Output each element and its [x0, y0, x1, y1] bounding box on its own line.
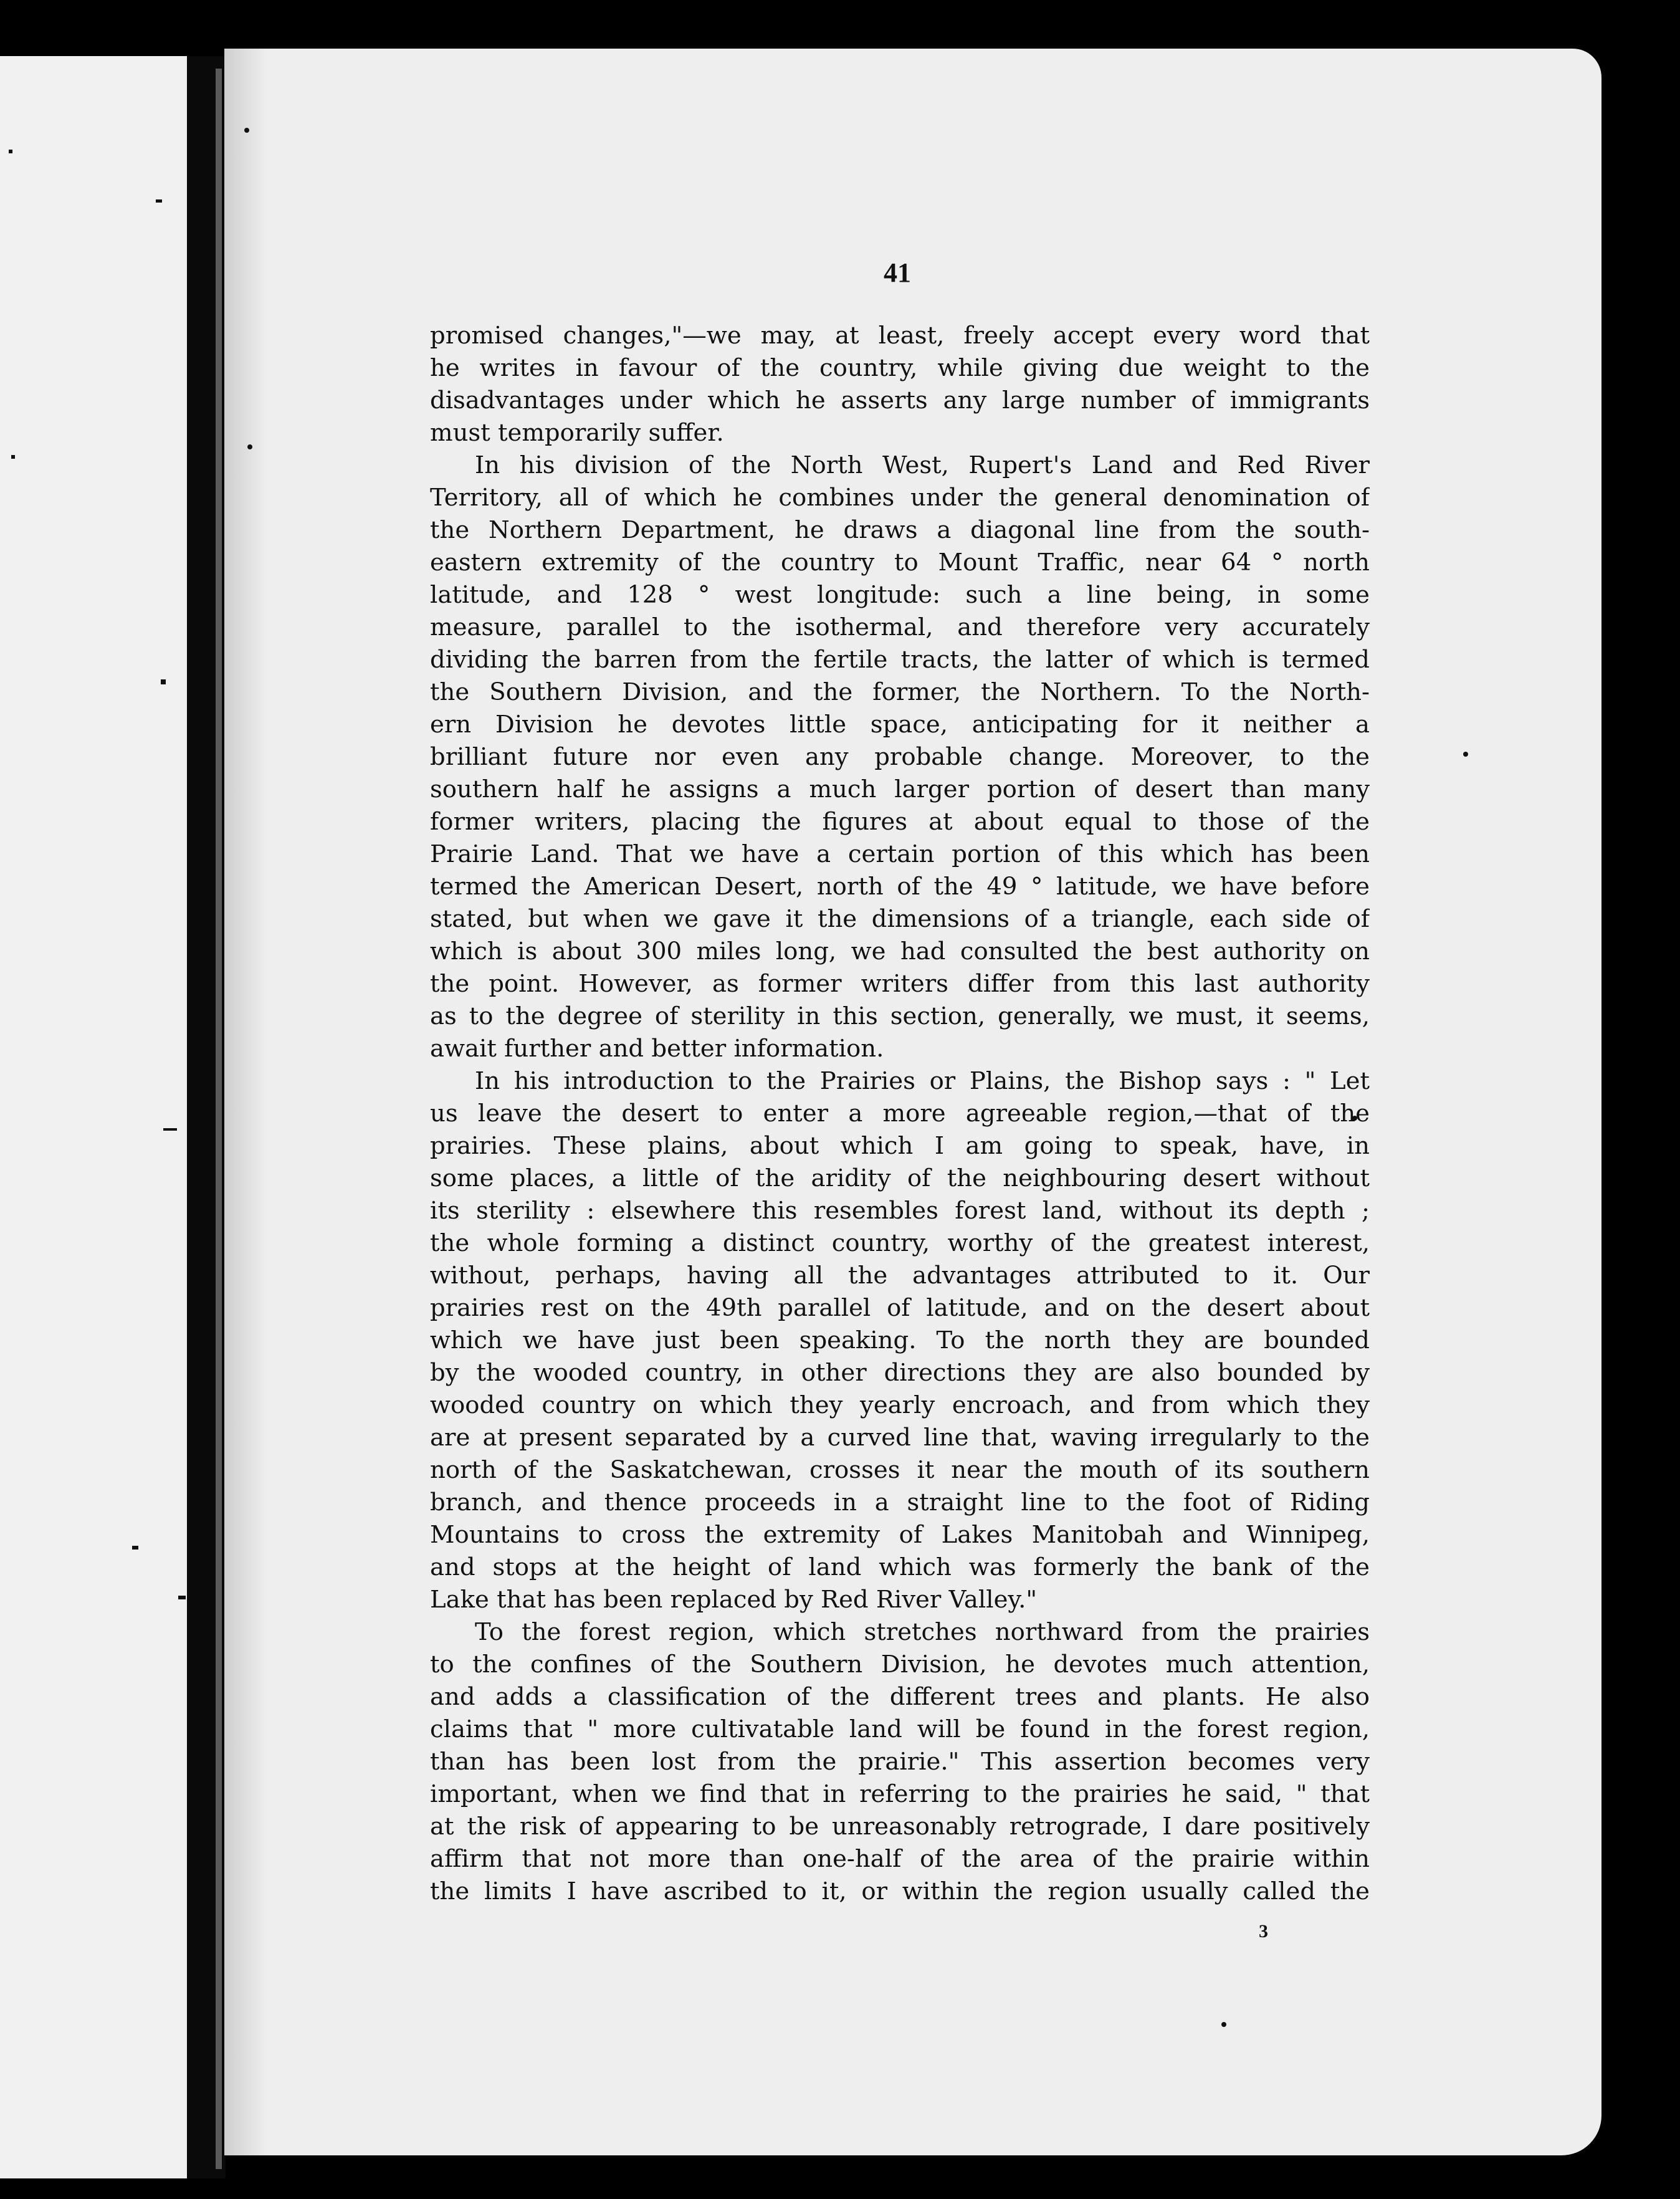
text-line: measure, parallel to the isothermal, and therefore very accurately [430, 613, 1370, 641]
text-line: the Southern Division, and the former, the Northern. To the North- [430, 678, 1370, 706]
text-line: which is about 300 miles long, we had consulted the best authority on [430, 937, 1370, 965]
text-line: Lake that has been replaced by Red River Valley." [430, 1586, 1038, 1614]
text-line: disadvantages under which he asserts any large number of immigrants [430, 386, 1370, 414]
text-line: To the forest region, which stretches northward from the prairies [475, 1618, 1370, 1646]
text-line: branch, and thence proceeds in a straight line to the foot of Riding [430, 1488, 1370, 1516]
text-line: affirm that not more than one-half of the area of the prairie within [430, 1845, 1370, 1873]
text-line: termed the American Desert, north of the 49 ° latitude, we have before [430, 873, 1370, 901]
text-line: ern Division he devotes little space, anticipating for it neither a [430, 711, 1370, 739]
gutter-highlight [216, 69, 222, 2169]
text-line: dividing the barren from the fertile tracts, the latter of which is termed [430, 646, 1370, 674]
signature-mark: 3 [1259, 1921, 1268, 1942]
page-speck [1221, 2022, 1226, 2027]
text-line: north of the Saskatchewan, crosses it near the mouth of its southern [430, 1456, 1370, 1484]
page-speck [1463, 752, 1468, 757]
text-line: its sterility : elsewhere this resembles forest land, without its depth ; [430, 1197, 1370, 1225]
text-line: promised changes,"—we may, at least, freely accept every word that [430, 322, 1370, 350]
page-number: 41 [884, 257, 911, 288]
page-speck [244, 128, 249, 133]
text-line: the Northern Department, he draws a diagonal line from the south- [430, 516, 1370, 544]
text-line: Prairie Land. That we have a certain portion of this which has been [430, 840, 1370, 868]
text-line: as to the degree of sterility in this section, generally, we must, it seems, [430, 1002, 1370, 1030]
text-line: Mountains to cross the extremity of Lakes Manitobah and Winnipeg, [430, 1521, 1370, 1549]
text-line: and stops at the height of land which was formerly the bank of the [430, 1553, 1370, 1581]
text-line: claims that " more cultivatable land will be found in the forest region, [430, 1715, 1370, 1743]
previous-page-edge [0, 56, 198, 2178]
text-line: prairies. These plains, about which I am going to speak, have, in [430, 1132, 1370, 1160]
text-line: eastern extremity of the country to Mount Traffic, near 64 ° north [430, 549, 1370, 577]
text-line: stated, but when we gave it the dimensions of a triangle, each side of [430, 905, 1370, 933]
text-line: us leave the desert to enter a more agreeable region,—that of the [430, 1100, 1370, 1128]
text-line: and adds a classification of the different trees and plants. He also [430, 1683, 1370, 1711]
page-gutter-shadow [224, 49, 268, 2155]
text-line: the point. However, as former writers differ from this last authority [430, 970, 1370, 998]
text-line: the whole forming a distinct country, worthy of the greatest interest, [430, 1229, 1370, 1257]
page-speck [247, 444, 252, 449]
text-line: the limits I have ascribed to it, or within the region usually called the [430, 1877, 1370, 1905]
text-line: to the confines of the Southern Division, he devotes much attention, [430, 1650, 1370, 1679]
text-line: wooded country on which they yearly encroach, and from which they [430, 1391, 1370, 1419]
text-line: In his division of the North West, Rupert's Land and Red River [475, 451, 1370, 479]
text-line: Territory, all of which he combines under the general denomination of [430, 484, 1370, 512]
text-line: must temporarily suffer. [430, 419, 724, 447]
text-line: await further and better information. [430, 1035, 884, 1063]
text-line: latitude, and 128 ° west longitude: such a line being, in some [430, 581, 1370, 609]
text-line: without, perhaps, having all the advantages attributed to it. Our [430, 1262, 1370, 1290]
text-line: are at present separated by a curved line that, waving irregularly to the [430, 1424, 1370, 1452]
text-line: brilliant future nor even any probable change. Moreover, to the [430, 743, 1370, 771]
body-text [430, 320, 1370, 1908]
text-line: important, when we find that in referring to the prairies he said, " that [430, 1780, 1370, 1808]
text-line: than has been lost from the prairie." This assertion becomes very [430, 1748, 1370, 1776]
text-line: at the risk of appearing to be unreasonably retrograde, I dare positively [430, 1813, 1370, 1841]
text-line: prairies rest on the 49th parallel of latitude, and on the desert about [430, 1294, 1370, 1322]
text-line: he writes in favour of the country, while giving due weight to the [430, 354, 1370, 382]
text-line: southern half he assigns a much larger portion of desert than many [430, 775, 1370, 803]
text-line: by the wooded country, in other directions they are also bounded by [430, 1359, 1370, 1387]
text-line: In his introduction to the Prairies or Plains, the Bishop says : " Let [475, 1067, 1370, 1095]
text-line: former writers, placing the figures at about equal to those of the [430, 808, 1370, 836]
text-line: which we have just been speaking. To the north they are bounded [430, 1326, 1370, 1354]
text-line: some places, a little of the aridity of the neighbouring desert without [430, 1164, 1370, 1192]
